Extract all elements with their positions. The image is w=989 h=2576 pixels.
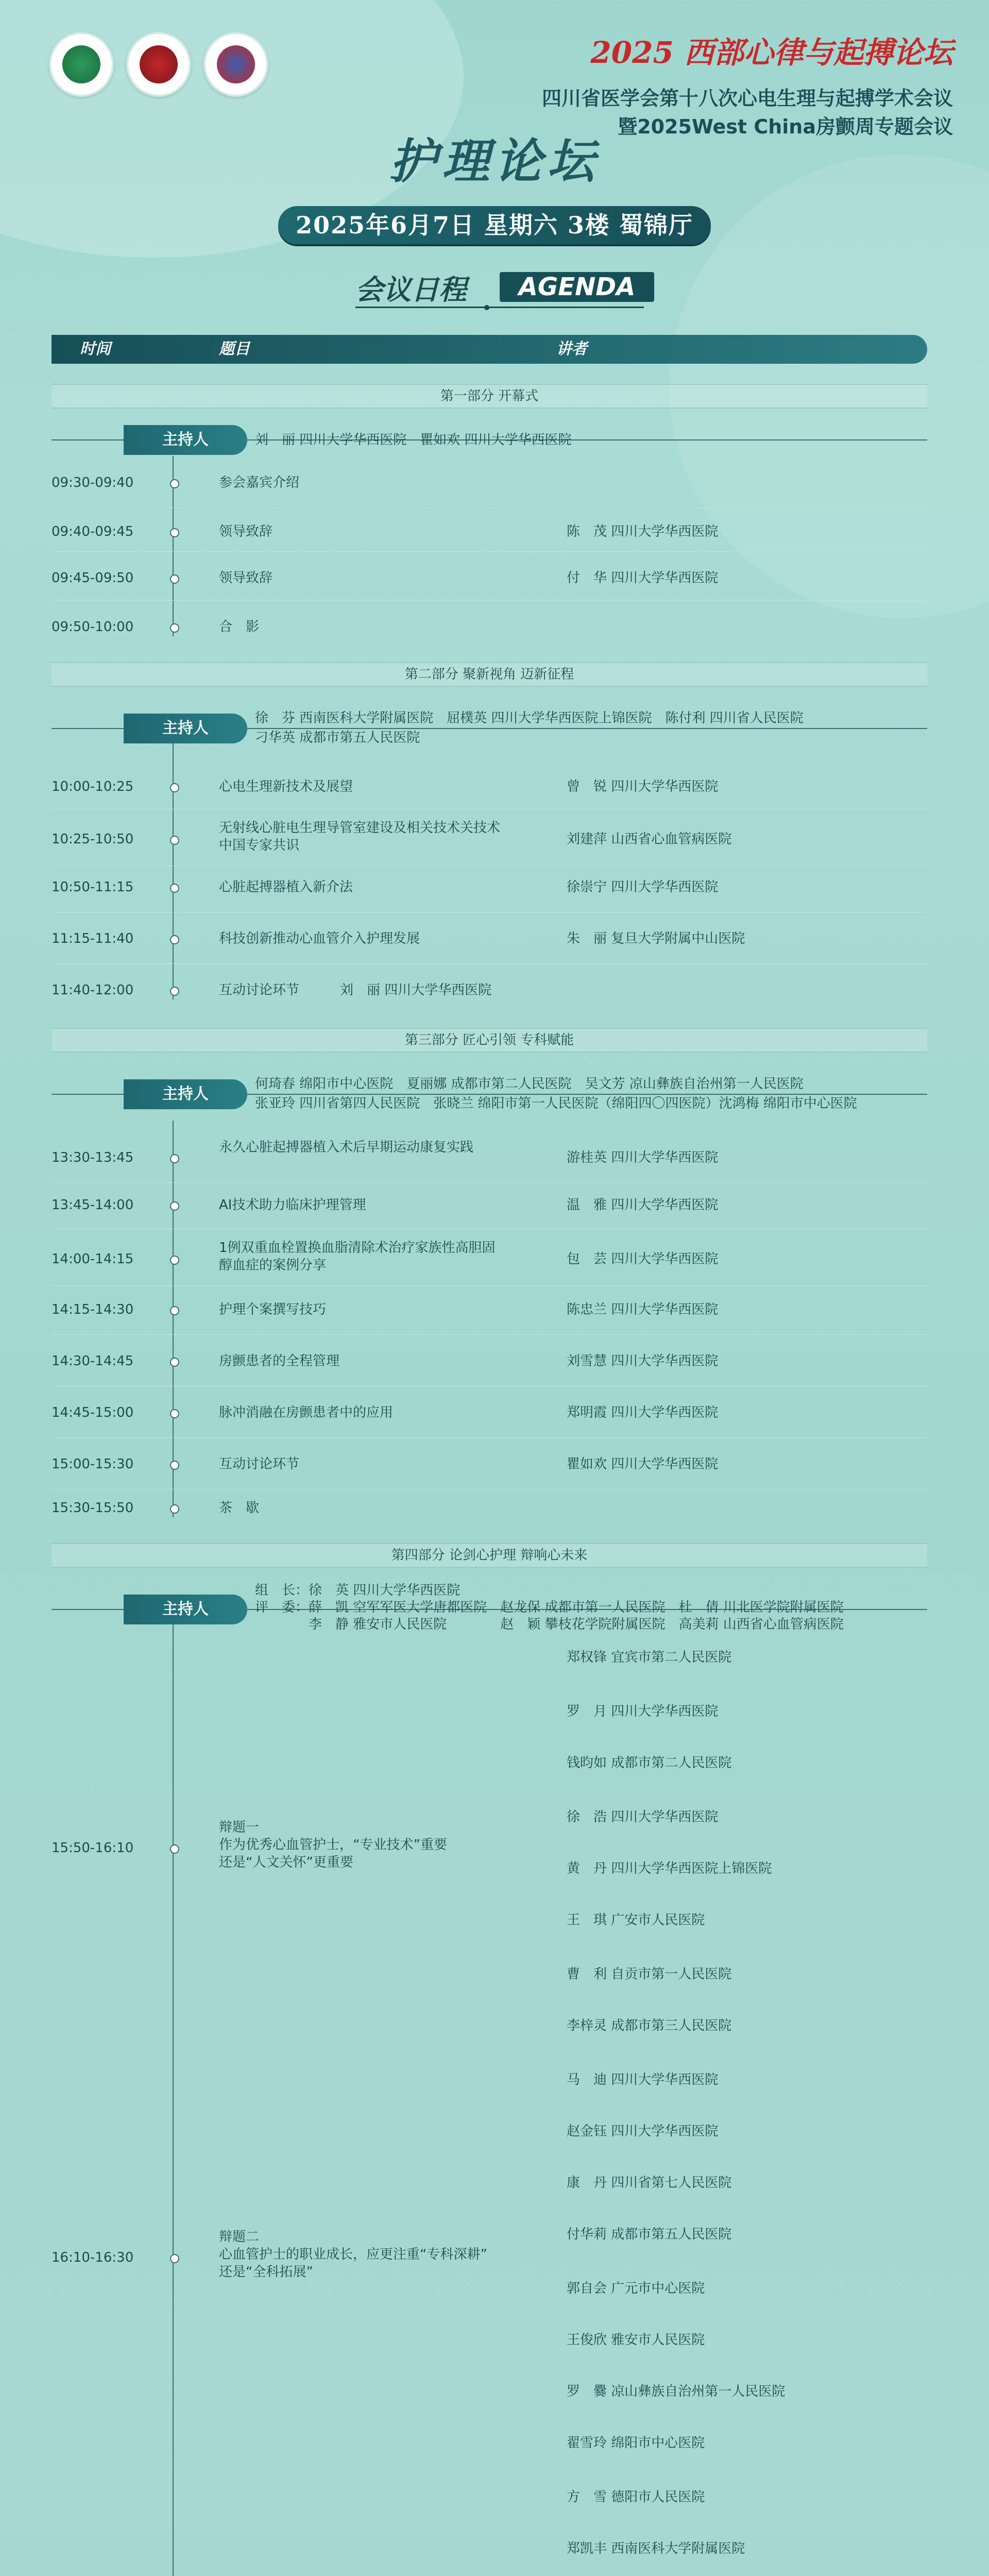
column-header <box>52 335 927 364</box>
part2-host <box>52 710 927 745</box>
col-time: 时间 <box>80 340 111 358</box>
conference-line-2: 暨2025West China房颤周专题会议 <box>618 115 953 138</box>
timeline-part2 <box>173 726 174 999</box>
date-venue-band: 2025年6月7日 星期六 3楼 蜀锦厅 <box>278 206 711 244</box>
host-names: 刘 丽 四川大学华西医院 瞿如欢 四川大学华西医院 <box>255 432 572 448</box>
society-logo <box>49 32 114 97</box>
host-names-1: 徐 芬 西南医科大学附属医院 屈樸英 四川大学华西医院上锦医院 陈付利 四川省人民医院 <box>255 710 804 726</box>
forum-title: 护理论坛 <box>389 133 600 189</box>
host-names-2: 刁华英 成都市第五人民医院 <box>255 730 420 745</box>
agenda-cn-title: 会议日程 <box>355 273 467 306</box>
timeline-part4 <box>173 1618 174 2576</box>
agenda-underline <box>355 307 644 308</box>
part1-title: 第一部分 开幕式 <box>52 384 927 409</box>
host-tag: 主持人 <box>124 714 247 743</box>
host-tag: 主持人 <box>124 425 247 455</box>
host-judges-2: 李 静 雅安市人民医院 赵 颖 攀枝花学院附属医院 高美莉 山西省心血管病医院 <box>255 1617 844 1632</box>
part2-title: 第二部分 聚新视角 迈新征程 <box>52 662 927 687</box>
part4-title: 第四部分 论剑心护理 辩响心未来 <box>52 1543 927 1568</box>
col-speaker: 讲者 <box>556 340 587 358</box>
host-judges-1: 评 委：薛 凯 空军军医大学唐都医院 赵龙保 成都市第一人民医院 杜 倩 川北医学院附属医院 <box>255 1600 844 1615</box>
brand-script: 2025 西部心律与起搏论坛 <box>590 35 953 70</box>
host-tag: 主持人 <box>124 1595 247 1624</box>
header <box>0 0 989 361</box>
agenda-en-title: AGENDA <box>500 272 654 302</box>
part3-host <box>52 1076 927 1111</box>
host-leader: 组 长：徐 英 四川大学华西医院 <box>255 1583 461 1598</box>
part1-host <box>52 425 927 455</box>
host-names-1: 何琦春 绵阳市中心医院 夏丽娜 成都市第二人民医院 吴文芳 凉山彝族自治州第一人民医院 <box>255 1076 804 1092</box>
hospital-logo <box>126 32 191 97</box>
part4-host <box>52 1583 927 1632</box>
conference-line-1: 四川省医学会第十八次心电生理与起搏学术会议 <box>541 87 953 110</box>
host-tag: 主持人 <box>124 1079 247 1109</box>
part3-title: 第三部分 匠心引领 专科赋能 <box>52 1028 927 1053</box>
agenda-dot <box>484 305 489 310</box>
association-logo <box>203 32 268 97</box>
col-topic: 题目 <box>219 340 250 358</box>
timeline-part3 <box>173 1121 174 1517</box>
host-names-2: 张亚玲 四川省第四人民医院 张晓兰 绵阳市第一人民医院（绵阳四〇四医院）沈鸿梅 绵阳市中心医院 <box>255 1096 857 1111</box>
